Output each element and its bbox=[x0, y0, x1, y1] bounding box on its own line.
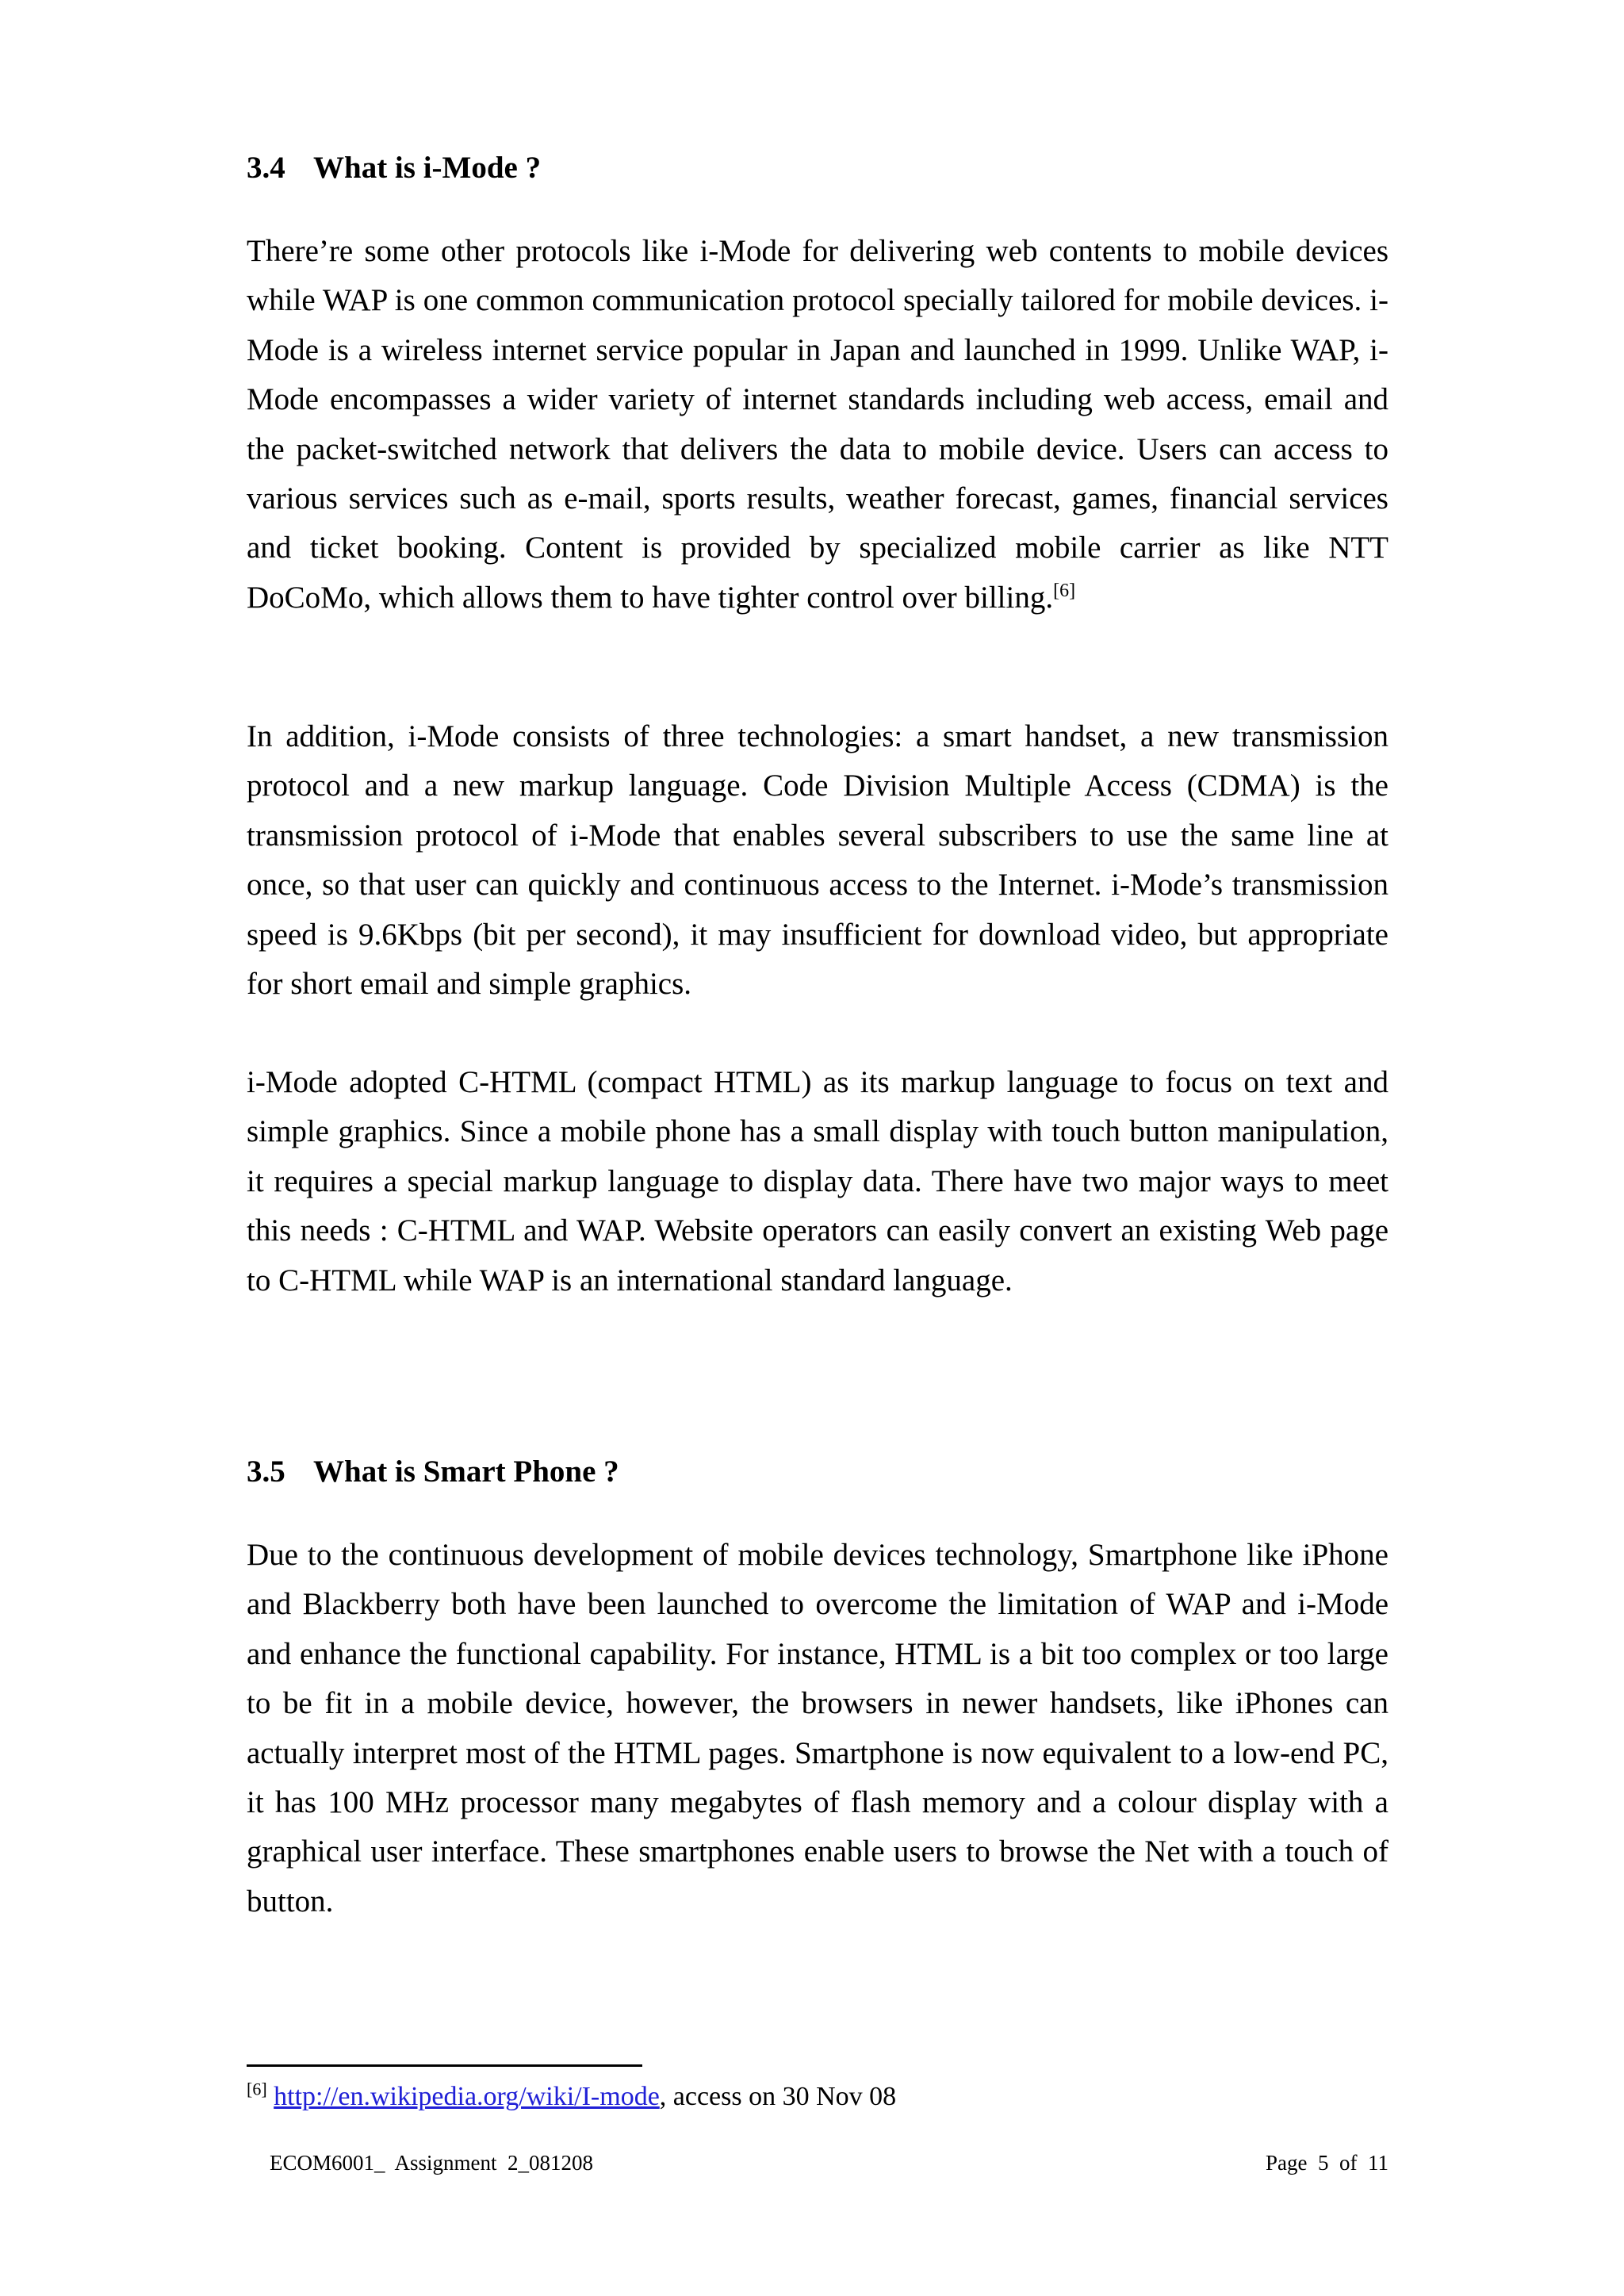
footnote-link[interactable]: http://en.wikipedia.org/wiki/I-mode bbox=[274, 2082, 660, 2111]
paragraph-text: i-Mode adopted C-HTML (compact HTML) as its markup language to focus on text and simple graphics. Since a mobile phone has a small display with touch button manipulation, it requires a special markup language to display data. There have two major ways to meet this needs : C-HTML and WAP. Website operators can easily convert an existing Web page to C-HTML while WAP is an international standard language. bbox=[247, 1065, 1388, 1297]
citation-marker: [6] bbox=[1053, 580, 1076, 601]
footnote-text: , access on 30 Nov 08 bbox=[659, 2082, 897, 2111]
section-heading-3-5 bbox=[247, 1453, 1388, 1491]
paragraph bbox=[247, 227, 1388, 623]
footnote-separator bbox=[247, 2064, 642, 2067]
section-title: What is i-Mode ? bbox=[313, 151, 542, 185]
section-heading-3-4 bbox=[247, 149, 1388, 187]
section-number: 3.4 bbox=[247, 151, 285, 185]
footnote bbox=[247, 2079, 896, 2114]
footnote-marker: [6] bbox=[247, 2079, 267, 2099]
footer-document-id: ECOM6001_ Assignment 2_081208 bbox=[270, 2151, 594, 2175]
paragraph-text: Due to the continuous development of mobile devices technology, Smartphone like iPhone and Blackberry both have been launched to overcome the limitation of WAP and i-Mode and enhance the functional capability. For instance, HTML is a bit too complex or too large to be fit in a mobile device, however, the browsers in newer handsets, like iPhones can actually interpret most of the HTML pages. Smartphone is now equivalent to a low-end PC, it has 100 MHz processor many megabytes of flash memory and a colour display with a graphical user interface. These smartphones enable users to browse the Net with a touch of button. bbox=[247, 1538, 1388, 1918]
footer-page-number: Page 5 of 11 bbox=[1266, 2151, 1388, 2175]
section-title: What is Smart Phone ? bbox=[313, 1455, 619, 1489]
paragraph-text: There’re some other protocols like i-Mode for delivering web contents to mobile devices while WAP is one common communication protocol specially tailored for mobile devices. i-Mode is a wireless internet service popular in Japan and launched in 1999. Unlike WAP, i-Mode encompasses a wider variety of internet standards including web access, email and the packet-switched network that delivers the data to mobile device. Users can access to various services such as e-mail, sports results, weather forecast, games, financial services and ticket booking. Content is provided by specialized mobile carrier as like NTT DoCoMo, which allows them to have tighter control over billing. bbox=[247, 234, 1388, 615]
paragraph-text: In addition, i-Mode consists of three technologies: a smart handset, a new transmission protocol and a new markup language. Code Division Multiple Access (CDMA) is the transmission protocol of i-Mode that enables several subscribers to use the same line at once, so that user can quickly and continuous access to the Internet. i-Mode’s transmission speed is 9.6Kbps (bit per second), it may insufficient for download video, but appropriate for short email and simple graphics. bbox=[247, 719, 1388, 1002]
paragraph bbox=[247, 712, 1388, 1009]
paragraph bbox=[247, 1058, 1388, 1305]
paragraph bbox=[247, 1531, 1388, 1926]
section-number: 3.5 bbox=[247, 1455, 285, 1489]
